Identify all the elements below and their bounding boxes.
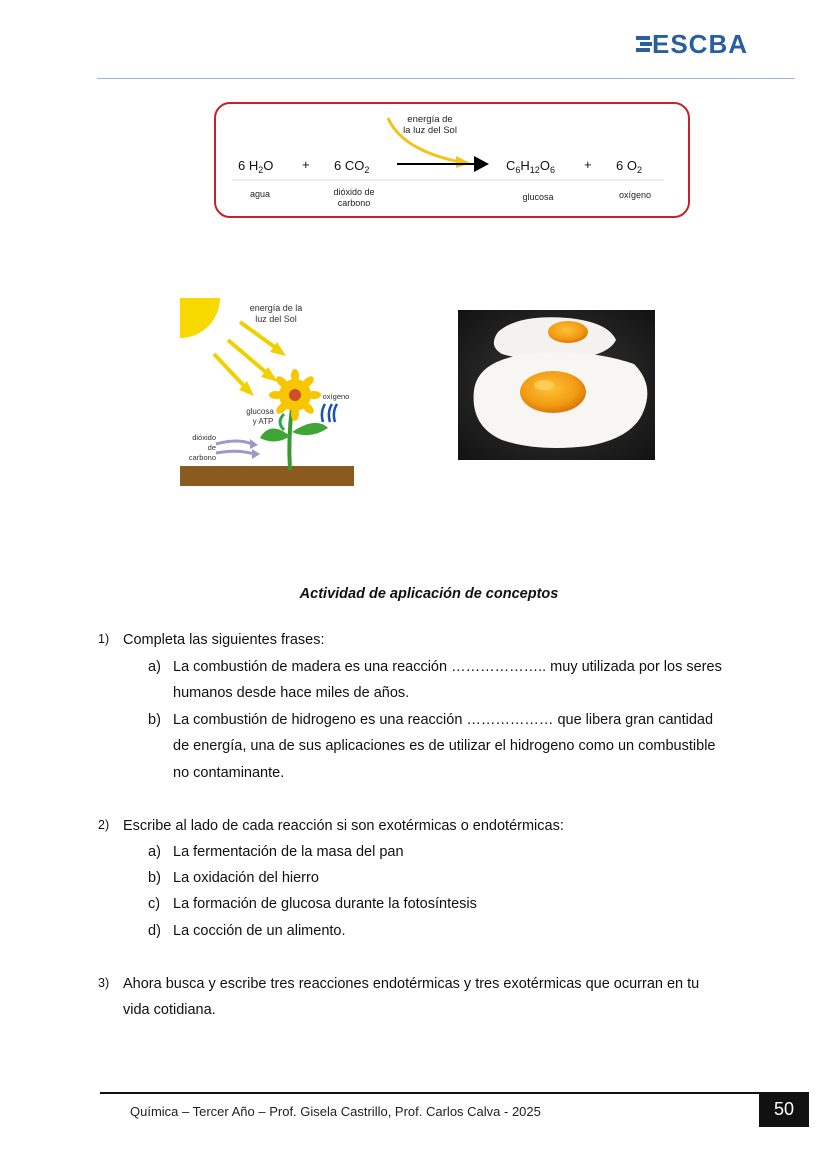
- q2-a-label: a): [148, 844, 161, 860]
- sun-energy-label-2: luz del Sol: [255, 314, 297, 324]
- energy-arrow-head: [456, 156, 470, 168]
- term-co2: 6 $CO_2$: [334, 158, 370, 175]
- header-divider: [97, 78, 795, 79]
- q1-a-line1: La combustión de madera es una reacción ……………….. muy utilizada por los seres: [173, 659, 722, 675]
- footer-divider: [100, 1092, 808, 1094]
- q2-number: 2): [98, 818, 110, 832]
- escba-logo: [636, 30, 792, 58]
- energy-label-line2: la luz del Sol: [403, 125, 457, 136]
- photosynthesis-illustration: [180, 298, 354, 488]
- q1-a-line2: humanos desde hace miles de años.: [173, 685, 410, 701]
- q2-d-label: d): [148, 923, 161, 939]
- label-glucose: glucosa: [522, 192, 554, 202]
- q3-line1: Ahora busca y escribe tres reacciones endotérmicas y tres exotérmicas que ocurran en tu: [123, 976, 700, 992]
- co2-label-2: de: [207, 443, 216, 452]
- q1-b-label: b): [148, 712, 161, 728]
- label-co2-line1: dióxido de: [333, 187, 375, 197]
- term-oxygen: 6 $O_2$: [616, 158, 642, 175]
- co2-label-3: carbono: [188, 453, 216, 462]
- q2-c-label: c): [148, 896, 161, 912]
- q3-line2: vida cotidiana.: [123, 1002, 216, 1018]
- q1-b-line2: de energía, una de sus aplicaciones es de utilizar el hidrogeno como un combustible: [173, 738, 716, 754]
- q2-b-text: La oxidación del hierro: [173, 870, 319, 886]
- page-number: 50: [759, 1092, 809, 1127]
- reaction-arrow-head: [474, 156, 489, 172]
- logo-text: ESCBA: [652, 30, 749, 58]
- footer-text: Química – Tercer Año – Prof. Gisela Castrillo, Prof. Carlos Calva - 2025: [130, 1104, 541, 1119]
- q1-a-label: a): [148, 659, 161, 675]
- q3-number: 3): [98, 976, 110, 990]
- glucose-label-2: y ATP: [252, 417, 274, 426]
- energy-label-line1: energía de: [407, 114, 453, 125]
- egg-yolk-front: [520, 371, 586, 413]
- label-water: agua: [249, 189, 271, 199]
- plus-sign-1: +: [302, 157, 310, 172]
- q1-text: Completa las siguientes frases:: [123, 632, 325, 648]
- photosynthesis-equation: [214, 102, 690, 218]
- co2-label-1: dióxido: [192, 433, 216, 442]
- q2-text: Escribe al lado de cada reacción si son exotérmicas o endotérmicas:: [123, 818, 564, 834]
- label-oxygen: oxígeno: [618, 190, 652, 200]
- q2-b-label: b): [148, 870, 161, 886]
- egg-yolk-back: [548, 321, 588, 343]
- sun-energy-label-1: energía de la: [249, 303, 303, 313]
- q1-number: 1): [98, 632, 110, 646]
- q2-a-text: La fermentación de la masa del pan: [173, 844, 404, 860]
- q2-d-text: La cocción de un alimento.: [173, 923, 346, 939]
- q1-b-line3: no contaminante.: [173, 765, 285, 781]
- q1-b-line1: La combustión de hidrogeno es una reacción ……………… que libera gran cantidad: [173, 712, 714, 728]
- ground: [180, 466, 354, 486]
- label-co2-line2: carbono: [337, 198, 371, 208]
- glucose-label-1: glucosa: [246, 407, 274, 416]
- activity-title: Actividad de aplicación de conceptos: [299, 586, 559, 602]
- q2-c-text: La formación de glucosa durante la fotosíntesis: [173, 896, 477, 912]
- term-water: 6 $H_2O$: [238, 158, 274, 175]
- term-glucose: $C_6H_{12}O_6$: [506, 158, 555, 175]
- plus-sign-2: +: [584, 157, 592, 172]
- fried-eggs-photo: [458, 310, 655, 460]
- oxygen-label: oxígeno: [322, 392, 350, 401]
